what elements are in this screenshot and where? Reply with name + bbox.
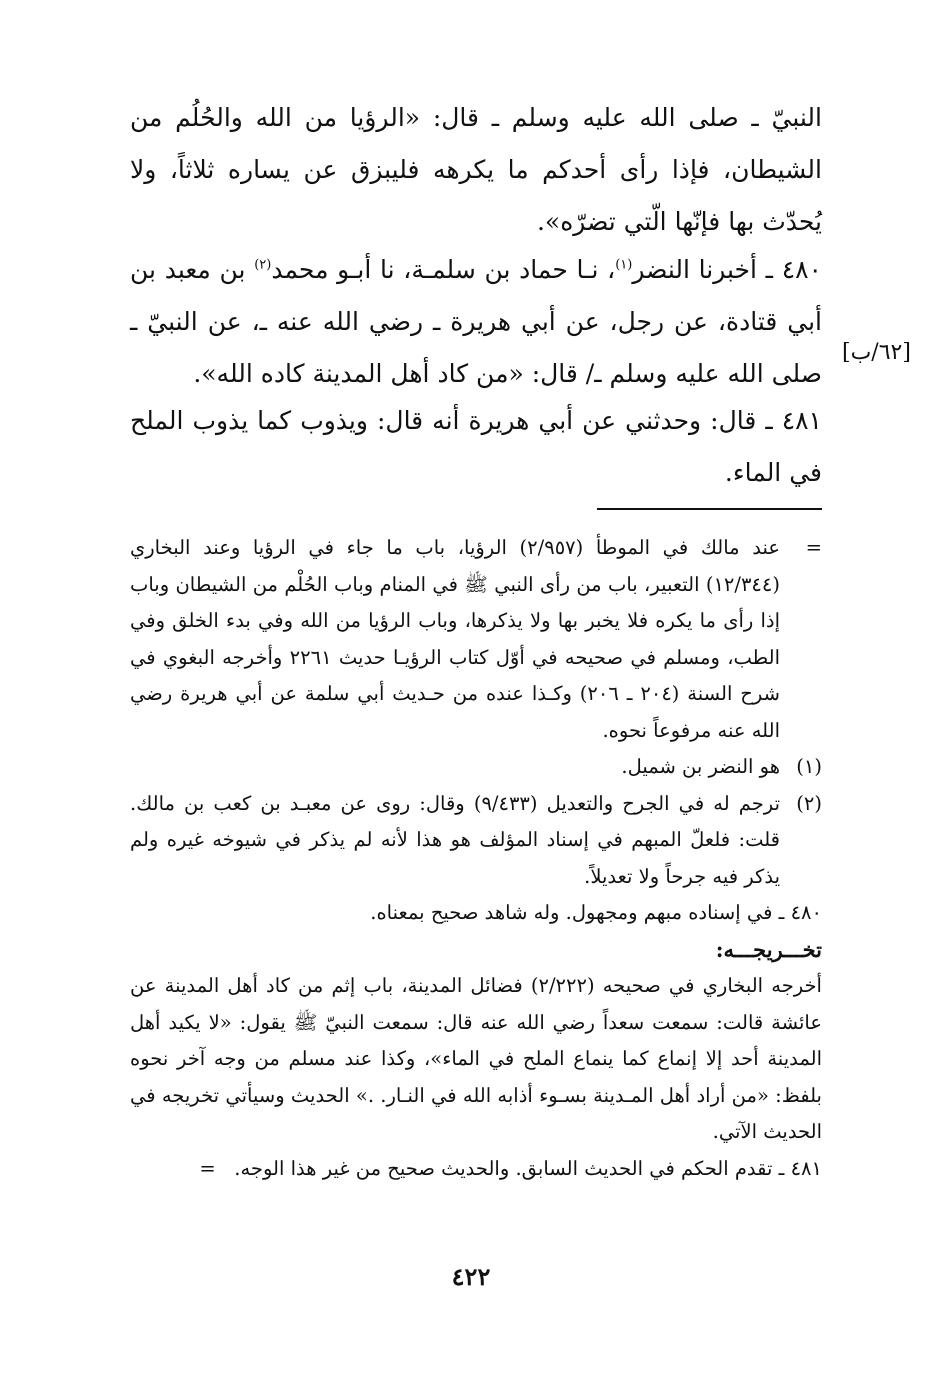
continuation-marker: = [805,536,822,559]
footnote-ref-1: (١) [615,257,633,273]
footnote-text: عند مالك في الموطأ (٢/٩٥٧) الرؤيا، باب ما جاء في الرؤيا وعند البخاري (١٢/٣٤٤) التعبير، باب من رأى النبي ﷺ في المنام وباب الحُلْم من الشيطان وباب إذا رأى ما يكره فلا يخبر بها ولا يذكرها، وباب الرؤيا من الله وفي بدء الخلق وفي الطب، ومسلم في صحيحه في أوّل كتاب الرؤيـا حديث ٢٢٦١ وأخرجه البغوي في شرح السنة (٢٠٤ ـ ٢٠٦) وكـذا عنده من حـديث أبي سلمة عن أبي هريرة رضي الله عنه مرفوعاً نحوه. [130,536,780,742]
hadith-text-continued [130,92,822,248]
grading-481 [130,1151,822,1188]
grading-text: ٤٨١ ـ تقدم الحكم في الحديث السابق. والحديث صحيح من غير هذا الوجه. [234,1156,822,1180]
footnote-text: ترجم له في الجرح والتعديل (٩/٤٣٣) وقال: روى عن معبـد بن كعب بن مالك. قلت: فلعلّ المبهم في إسناد المؤلف هو هذا لأنه لم يذكر في شيوخه غيره ولم يذكر فيه جرحاً ولا تعديلاً. [130,791,780,888]
hadith-paragraph: النبيّ ـ صلى الله عليه وسلم ـ قال: «الرؤيا من الله والحُلُم من الشيطان، فإذا رأى أحدكم ما يكرهه فليبزق عن يساره ثلاثاً، ولا يُحدّث بها فإنّها الّتي تضرّه». [130,103,822,236]
hadith-text: ، نـا حماد بن سلمـة، نا أبـو محمد [271,255,616,284]
footnote-marker: (٢) [796,791,822,815]
continuation-marker: = [199,1156,216,1180]
footnote-marker: (١) [796,755,822,778]
page-number: ٤٢٢ [451,1262,491,1291]
hadith-480 [130,244,822,400]
manuscript-folio-ref: [٦٢/ب] [842,340,911,365]
footnote-1 [130,749,822,786]
footnote-text: هو النضر بن شميل. [621,755,780,778]
footnotes [130,530,822,1187]
takhrij-text: أخرجه البخاري في صحيحه (٢/٢٢٢) فضائل المدينة، باب إثم من كاد أهل المدينة عن عائشة قالت: سمعت سعداً رضي الله عنه قال: سمعت النبيّ ﷺ يقول: «لا يكيد أهل المدينة أحد إلا إنماع كما ينماع الملح في الماء»، وكذا عند مسلم من وجه آخر نحوه بلفظ: «من أراد أهل المـدينة بسـوء أذابه الله في النـار. .» الحديث وسيأتي تخريجه في الحديث الآتي. [130,974,822,1143]
grading-480: ٤٨٠ ـ في إسناده مبهم ومجهول. وله شاهد صحيح بمعناه. [370,901,822,924]
takhrij-heading: تخـــريجـــه: [715,936,822,962]
hadith-paragraph [130,244,822,400]
hadith-text: بن معبد بن أبي قتادة، عن رجل، عن أبي هريرة ـ رضي الله عنه ـ، عن النبيّ ـ صلى الله عليه وسلم ـ/ قال: «من كاد أهل المدينة كاده الله». [130,255,822,388]
footnote-continued [130,530,822,749]
hadith-paragraph: ٤٨١ ـ قال: وحدثني عن أبي هريرة أنه قال: ويذوب كما يذوب الملح في الماء. [130,406,822,487]
hadith-text: ٤٨٠ ـ أخبرنا النضر [632,255,822,284]
footnote-ref-2: (٢) [254,257,272,273]
hadith-481 [130,395,822,499]
footnote-separator [597,508,822,510]
footnote-2 [130,786,822,896]
